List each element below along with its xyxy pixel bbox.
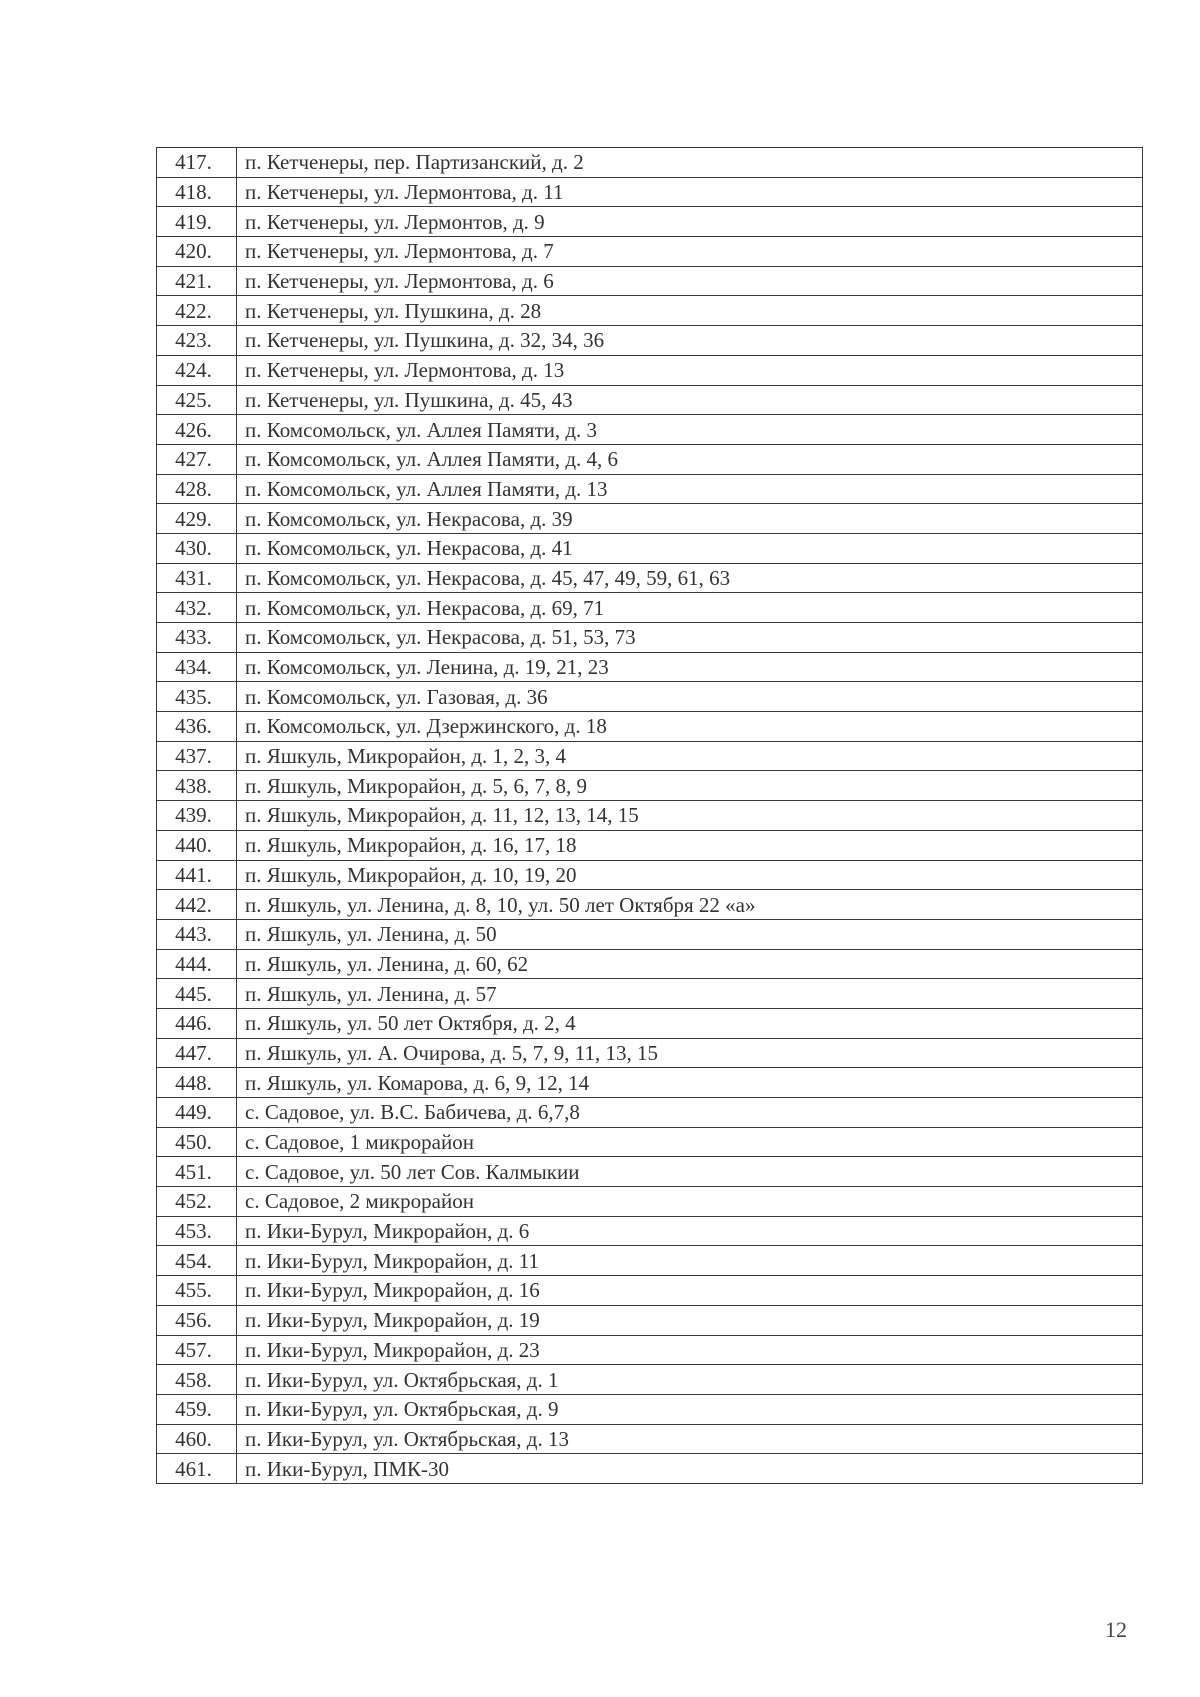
- row-address: п. Ики-Бурул, Микрорайон, д. 19: [237, 1305, 1143, 1335]
- table-row: [157, 1157, 1143, 1187]
- row-address: п. Яшкуль, Микрорайон, д. 16, 17, 18: [237, 830, 1143, 860]
- row-address: п. Комсомольск, ул. Аллея Памяти, д. 13: [237, 474, 1143, 504]
- row-address: п. Ики-Бурул, ул. Октябрьская, д. 1: [237, 1365, 1143, 1395]
- row-number: 448.: [157, 1068, 237, 1098]
- row-address: с. Садовое, ул. 50 лет Сов. Калмыкии: [237, 1157, 1143, 1187]
- table-row: [157, 682, 1143, 712]
- table-row: [157, 1098, 1143, 1128]
- row-number: 444.: [157, 949, 237, 979]
- table-row: [157, 1424, 1143, 1454]
- table-row: [157, 771, 1143, 801]
- row-number: 422.: [157, 296, 237, 326]
- table-row: [157, 1454, 1143, 1484]
- row-number: 434.: [157, 652, 237, 682]
- table-row: [157, 1246, 1143, 1276]
- row-address: п. Комсомольск, ул. Дзержинского, д. 18: [237, 712, 1143, 742]
- table-row: [157, 623, 1143, 653]
- row-address: п. Комсомольск, ул. Аллея Памяти, д. 4, 6: [237, 444, 1143, 474]
- table-row: [157, 237, 1143, 267]
- row-number: 418.: [157, 177, 237, 207]
- row-address: п. Кетченеры, ул. Лермонтова, д. 11: [237, 177, 1143, 207]
- row-number: 430.: [157, 533, 237, 563]
- table-row: [157, 533, 1143, 563]
- row-number: 457.: [157, 1335, 237, 1365]
- table-row: [157, 1038, 1143, 1068]
- row-address: п. Ики-Бурул, Микрорайон, д. 11: [237, 1246, 1143, 1276]
- row-number: 435.: [157, 682, 237, 712]
- row-number: 441.: [157, 860, 237, 890]
- row-address: п. Яшкуль, Микрорайон, д. 10, 19, 20: [237, 860, 1143, 890]
- row-address: п. Кетченеры, ул. Лермонтова, д. 6: [237, 266, 1143, 296]
- table-row: [157, 949, 1143, 979]
- row-number: 458.: [157, 1365, 237, 1395]
- row-address: п. Комсомольск, ул. Газовая, д. 36: [237, 682, 1143, 712]
- table-row: [157, 801, 1143, 831]
- table-row: [157, 1068, 1143, 1098]
- row-address: п. Кетченеры, пер. Партизанский, д. 2: [237, 148, 1143, 178]
- table-row: [157, 177, 1143, 207]
- row-address: п. Комсомольск, ул. Некрасова, д. 41: [237, 533, 1143, 563]
- table-row: [157, 1365, 1143, 1395]
- row-address: п. Комсомольск, ул. Некрасова, д. 51, 53, 73: [237, 623, 1143, 653]
- row-address: п. Комсомольск, ул. Некрасова, д. 39: [237, 504, 1143, 534]
- row-number: 446.: [157, 1008, 237, 1038]
- address-table-body: [157, 148, 1143, 1484]
- row-address: п. Кетченеры, ул. Пушкина, д. 28: [237, 296, 1143, 326]
- row-address: с. Садовое, ул. В.С. Бабичева, д. 6,7,8: [237, 1098, 1143, 1128]
- row-address: п. Ики-Бурул, Микрорайон, д. 23: [237, 1335, 1143, 1365]
- row-number: 461.: [157, 1454, 237, 1484]
- row-number: 433.: [157, 623, 237, 653]
- row-number: 455.: [157, 1276, 237, 1306]
- table-row: [157, 415, 1143, 445]
- row-number: 425.: [157, 385, 237, 415]
- row-number: 456.: [157, 1305, 237, 1335]
- row-address: п. Яшкуль, ул. Ленина, д. 8, 10, ул. 50 лет Октября 22 «а»: [237, 890, 1143, 920]
- row-number: 454.: [157, 1246, 237, 1276]
- row-address: п. Комсомольск, ул. Аллея Памяти, д. 3: [237, 415, 1143, 445]
- table-row: [157, 890, 1143, 920]
- table-row: [157, 385, 1143, 415]
- row-number: 428.: [157, 474, 237, 504]
- row-number: 438.: [157, 771, 237, 801]
- table-row: [157, 563, 1143, 593]
- row-number: 453.: [157, 1216, 237, 1246]
- table-row: [157, 860, 1143, 890]
- table-row: [157, 207, 1143, 237]
- row-address: п. Яшкуль, Микрорайон, д. 11, 12, 13, 14, 15: [237, 801, 1143, 831]
- table-row: [157, 741, 1143, 771]
- table-row: [157, 830, 1143, 860]
- table-row: [157, 296, 1143, 326]
- table-row: [157, 652, 1143, 682]
- row-number: 420.: [157, 237, 237, 267]
- table-row: [157, 1394, 1143, 1424]
- row-address: п. Яшкуль, ул. Комарова, д. 6, 9, 12, 14: [237, 1068, 1143, 1098]
- row-address: п. Яшкуль, ул. Ленина, д. 50: [237, 919, 1143, 949]
- row-address: п. Кетченеры, ул. Лермонтова, д. 13: [237, 355, 1143, 385]
- row-address: с. Садовое, 2 микрорайон: [237, 1187, 1143, 1217]
- table-row: [157, 148, 1143, 178]
- row-number: 447.: [157, 1038, 237, 1068]
- table-row: [157, 326, 1143, 356]
- row-number: 427.: [157, 444, 237, 474]
- row-address: п. Кетченеры, ул. Лермонтова, д. 7: [237, 237, 1143, 267]
- row-address: п. Яшкуль, ул. А. Очирова, д. 5, 7, 9, 11, 13, 15: [237, 1038, 1143, 1068]
- row-address: п. Кетченеры, ул. Пушкина, д. 45, 43: [237, 385, 1143, 415]
- row-number: 440.: [157, 830, 237, 860]
- row-address: п. Яшкуль, Микрорайон, д. 1, 2, 3, 4: [237, 741, 1143, 771]
- table-row: [157, 1008, 1143, 1038]
- table-row: [157, 919, 1143, 949]
- table-row: [157, 712, 1143, 742]
- row-address: п. Яшкуль, Микрорайон, д. 5, 6, 7, 8, 9: [237, 771, 1143, 801]
- page-number: 12: [1105, 1617, 1127, 1642]
- row-address: п. Комсомольск, ул. Некрасова, д. 45, 47, 49, 59, 61, 63: [237, 563, 1143, 593]
- row-number: 460.: [157, 1424, 237, 1454]
- row-number: 450.: [157, 1127, 237, 1157]
- table-row: [157, 266, 1143, 296]
- row-number: 445.: [157, 979, 237, 1009]
- row-number: 439.: [157, 801, 237, 831]
- row-number: 459.: [157, 1394, 237, 1424]
- row-number: 423.: [157, 326, 237, 356]
- row-address: п. Яшкуль, ул. Ленина, д. 60, 62: [237, 949, 1143, 979]
- row-address: п. Ики-Бурул, Микрорайон, д. 16: [237, 1276, 1143, 1306]
- row-address: п. Ики-Бурул, ул. Октябрьская, д. 9: [237, 1394, 1143, 1424]
- row-number: 419.: [157, 207, 237, 237]
- row-number: 424.: [157, 355, 237, 385]
- row-address: п. Яшкуль, ул. 50 лет Октября, д. 2, 4: [237, 1008, 1143, 1038]
- table-row: [157, 504, 1143, 534]
- row-address: п. Ики-Бурул, ПМК-30: [237, 1454, 1143, 1484]
- table-row: [157, 1276, 1143, 1306]
- row-number: 442.: [157, 890, 237, 920]
- table-row: [157, 444, 1143, 474]
- table-row: [157, 355, 1143, 385]
- row-address: п. Кетченеры, ул. Пушкина, д. 32, 34, 36: [237, 326, 1143, 356]
- row-number: 432.: [157, 593, 237, 623]
- table-row: [157, 474, 1143, 504]
- address-table: [156, 147, 1143, 1484]
- row-number: 421.: [157, 266, 237, 296]
- row-number: 449.: [157, 1098, 237, 1128]
- row-address: п. Кетченеры, ул. Лермонтов, д. 9: [237, 207, 1143, 237]
- row-address: с. Садовое, 1 микрорайон: [237, 1127, 1143, 1157]
- table-row: [157, 1216, 1143, 1246]
- row-number: 417.: [157, 148, 237, 178]
- row-number: 437.: [157, 741, 237, 771]
- table-row: [157, 1305, 1143, 1335]
- row-number: 431.: [157, 563, 237, 593]
- row-address: п. Яшкуль, ул. Ленина, д. 57: [237, 979, 1143, 1009]
- row-number: 426.: [157, 415, 237, 445]
- row-address: п. Комсомольск, ул. Некрасова, д. 69, 71: [237, 593, 1143, 623]
- table-row: [157, 1127, 1143, 1157]
- row-number: 451.: [157, 1157, 237, 1187]
- table-row: [157, 593, 1143, 623]
- row-number: 436.: [157, 712, 237, 742]
- table-row: [157, 1335, 1143, 1365]
- row-number: 443.: [157, 919, 237, 949]
- row-address: п. Ики-Бурул, Микрорайон, д. 6: [237, 1216, 1143, 1246]
- table-row: [157, 1187, 1143, 1217]
- table-row: [157, 979, 1143, 1009]
- row-number: 452.: [157, 1187, 237, 1217]
- row-number: 429.: [157, 504, 237, 534]
- row-address: п. Комсомольск, ул. Ленина, д. 19, 21, 23: [237, 652, 1143, 682]
- row-address: п. Ики-Бурул, ул. Октябрьская, д. 13: [237, 1424, 1143, 1454]
